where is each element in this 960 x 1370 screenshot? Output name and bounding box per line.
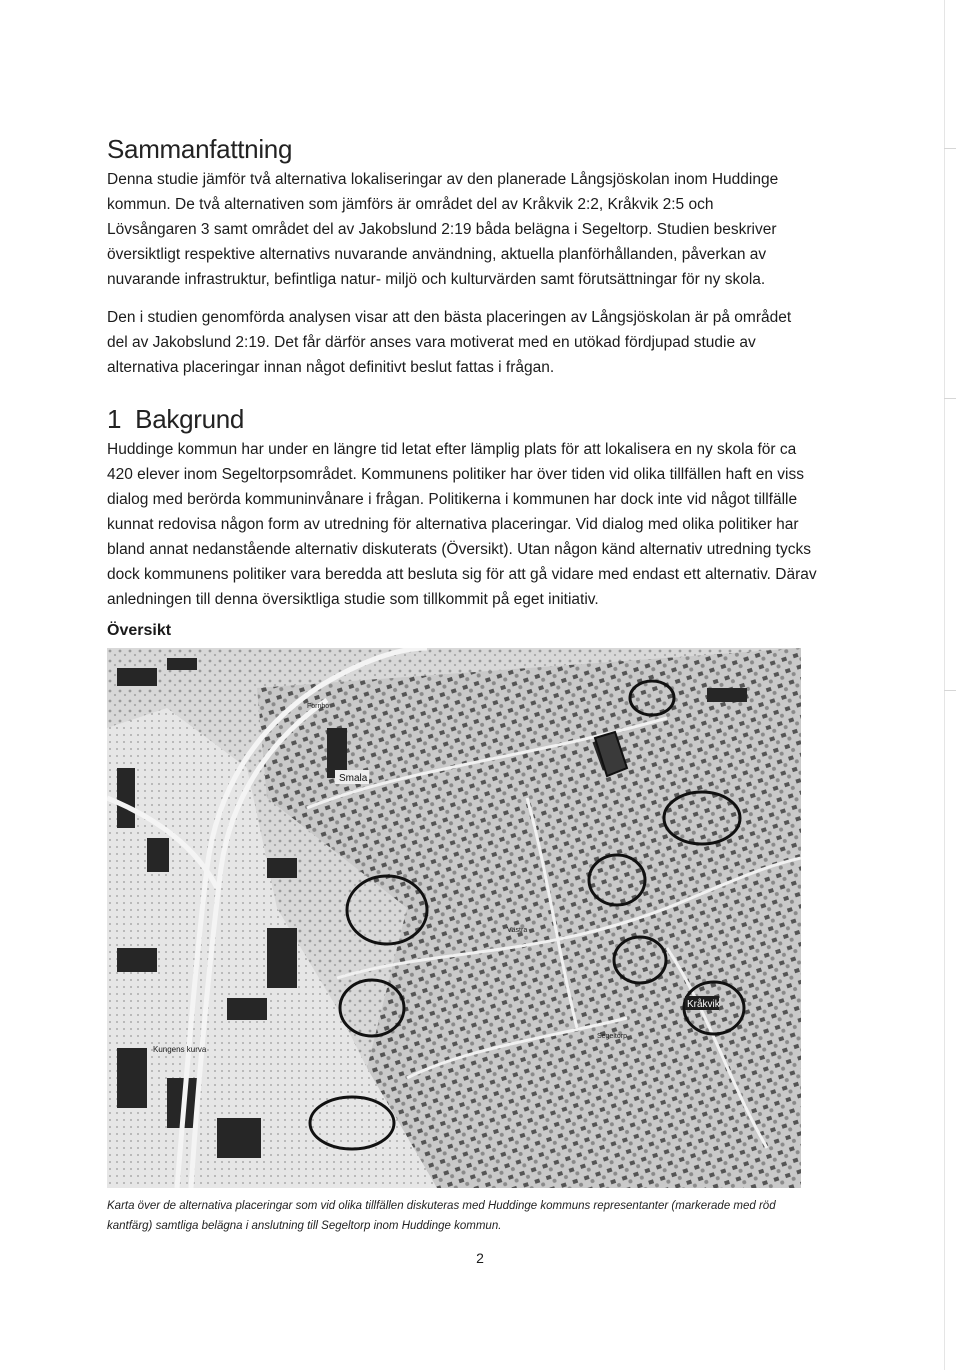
scan-margin-tick (944, 398, 956, 399)
summary-paragraph-2: Den i studien genomförda analysen visar att den bästa placeringen av Långsjöskolan är på området del av Jakobslund 2:19. Det får därför anses vara motiverat med en utökad fördjupad studie av alternativa placeringar innan något definitivt beslut fattas i frågan. (107, 309, 792, 376)
background-paragraph: Huddinge kommun har under en längre tid letat efter lämplig plats för att lokalisera en ny skola för ca 420 elever inom Segeltorpsområdet. Kommunens politiker har över tiden vid olika tillfällen haft en viss dialog med berörda kommuninvånare i frågan. Politikerna i kommunen har dock inte vid något tillfälle kunnat redovisa någon form av utredning för alternativa placeringar. Vid dialog med olika politiker har bland annat nedanstående alternativ diskuterats (Översikt). Utan någon känd alternativ utredning tycks dock kommunens politiker vara beredda att besluta sig för att gå vidare med endast ett alternativ. Därav anledningen till denna översiktliga studie som tillkommit på eget initiativ. (107, 441, 817, 608)
scan-margin-line (944, 0, 945, 1370)
map-label-vastra: Västra (507, 927, 528, 934)
map-label-fornbo: Fornbo (307, 703, 330, 710)
section-title: Bakgrund (135, 404, 245, 434)
map-label-segeltorp: Segeltorp (597, 1033, 627, 1040)
overview-map (107, 648, 801, 1188)
map-label-smala: Smala (339, 773, 368, 784)
section-number: 1 (107, 404, 122, 434)
map-label-kungens-kurva: Kungens kurva (153, 1045, 207, 1054)
scan-margin-tick (944, 690, 956, 691)
page-number: 2 (476, 1250, 484, 1266)
map-caption: Karta över de alternativa placeringar som vid olika tillfällen diskuteras med Huddinge kommuns representanter (markerade med röd kantfärg) samtliga belägna i anslutning till Segeltorp inom Huddinge kommun. (107, 1200, 776, 1232)
map-label-krakvik: Kråkvik (687, 999, 720, 1010)
scan-margin-tick (944, 148, 956, 149)
summary-paragraph-1: Denna studie jämför två alternativa lokaliseringar av den planerade Långsjöskolan inom Huddinge kommun. De två alternativen som jämförs är området del av Kråkvik 2:2, Kråkvik 2:5 och Lövsångaren 3 samt området del av Jakobslund 2:19 båda belägna i Segeltorp. Studien beskriver översiktligt respektive alternativs nuvarande användning, aktuella planförhållanden, påverkan av nuvarande infrastruktur, befintliga natur- miljö och kulturvärden samt förutsättningar för ny skola. (107, 171, 779, 288)
overview-heading: Översikt (107, 622, 172, 639)
background-heading (107, 404, 244, 435)
summary-heading: Sammanfattning (107, 134, 293, 164)
